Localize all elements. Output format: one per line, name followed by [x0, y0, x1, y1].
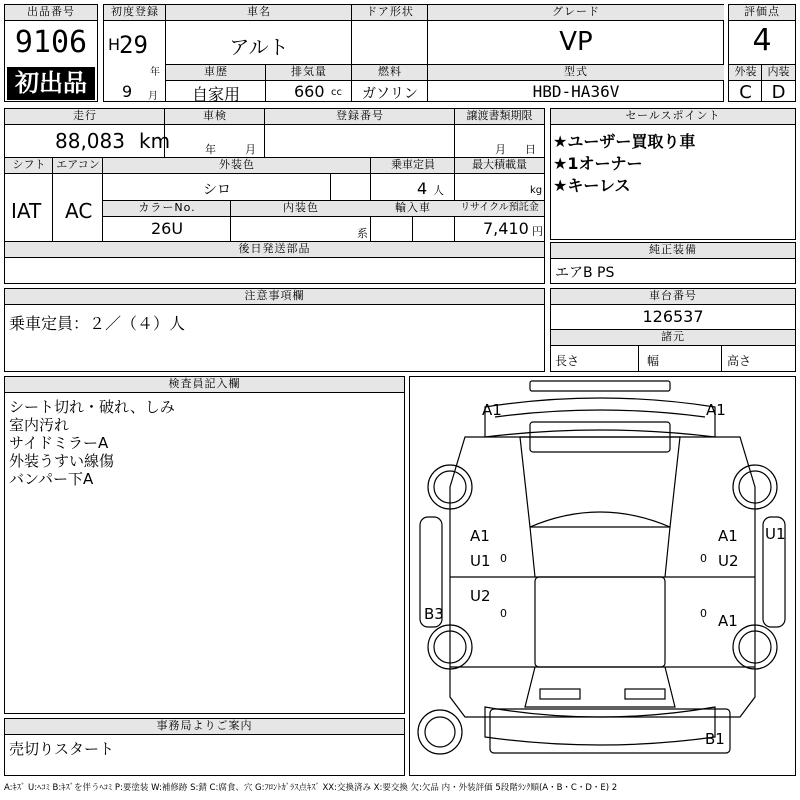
inspector-label: 検査員記入欄	[5, 377, 404, 393]
office-text: 売切りスタート	[9, 740, 115, 758]
mileage-unit: km	[139, 129, 171, 153]
mark-front-left: A1	[482, 401, 502, 419]
capacity-unit: 人	[433, 184, 444, 197]
length-label: 長さ	[555, 354, 580, 368]
first-reg-month: 9	[122, 82, 133, 101]
later-parts-label: 後日発送部品	[5, 242, 544, 258]
first-listing-badge: 初出品	[7, 67, 95, 100]
notes-text: 乗車定員：２／（４）人	[9, 314, 186, 333]
color-no-label: カラーNo.	[103, 201, 231, 217]
transfer-month-unit: 月	[495, 143, 506, 156]
int-color-label: 内装色	[231, 201, 371, 217]
grade-label: グレード	[428, 5, 724, 21]
mark-zero-1: 0	[500, 552, 507, 565]
office-box	[4, 718, 405, 776]
shift-value: IAT	[11, 199, 42, 223]
first-reg-era: H	[108, 35, 121, 54]
import-label: 輸入車	[371, 201, 455, 217]
mark-front-right: A1	[706, 401, 726, 419]
ac-label: エアコン	[53, 158, 103, 174]
first-reg-year: 29	[119, 31, 148, 59]
inspector-line-4: 外装うすい線傷	[9, 452, 115, 470]
width-label: 幅	[647, 354, 660, 368]
ext-color-label: 外装色	[103, 158, 371, 174]
inspection-label: 車検	[165, 109, 265, 125]
mark-mirror-right: U1	[765, 525, 786, 543]
displacement-value: 660	[294, 82, 325, 101]
sales-points-label: セールスポイント	[551, 109, 795, 125]
score-label: 評価点	[729, 5, 795, 21]
notes-box	[4, 288, 545, 372]
inspector-line-5: バンパー下A	[9, 470, 94, 488]
mark-quarter-left: B3	[424, 605, 444, 623]
fuel-label: 燃料	[352, 65, 428, 81]
car-name-label: 車名	[166, 5, 352, 21]
history-label: 車歴	[166, 65, 266, 81]
ac-value: AC	[65, 199, 93, 223]
car-name: アルト	[229, 35, 289, 59]
exterior-grade: C	[739, 82, 752, 103]
mark-quarter-right: A1	[718, 612, 738, 630]
fuel-value: ガソリン	[362, 86, 418, 102]
displacement-unit: cc	[331, 87, 342, 98]
mark-door-fr-2: U2	[718, 552, 739, 570]
reg-no-label: 登録番号	[265, 109, 455, 125]
office-label: 事務局よりご案内	[5, 719, 404, 735]
sales-points-box	[550, 108, 796, 240]
transfer-label: 譲渡書類期限	[455, 109, 544, 125]
dims-label: 諸元	[551, 330, 795, 346]
capacity-label: 乗車定員	[371, 158, 455, 174]
mark-door-fr-1: A1	[718, 527, 738, 545]
inspector-line-3: サイドミラーA	[9, 434, 109, 452]
int-color-unit: 系	[357, 227, 368, 240]
shift-label: シフト	[5, 158, 53, 174]
color-no-value: 26U	[150, 219, 184, 238]
legend-text: A:ｷｽﾞ U:ﾍｺﾐ B:ｷｽﾞを伴うﾍｺﾐ P:要塗装 W:補修跡 S:錆 C:腐食、穴 G:ﾌﾛﾝﾄｶﾞﾗｽ点ｷｽﾞ XX:交換済み X:要交換 欠:欠品 内・外装評価 5段階ﾗﾝｸ順(A・B・C・D・E) 2	[4, 783, 618, 793]
mileage-value: 88,083	[55, 129, 125, 153]
header-main-box	[103, 4, 724, 102]
year-unit: 年	[150, 67, 160, 78]
recycle-unit: 円	[532, 225, 543, 238]
ext-color-value: シロ	[203, 182, 231, 198]
specs-box	[4, 108, 545, 284]
mark-zero-4: 0	[700, 607, 707, 620]
interior-grade: D	[771, 82, 786, 103]
sales-point-3: ★キーレス	[553, 176, 631, 195]
displacement-label: 排気量	[266, 65, 352, 81]
transfer-day-unit: 日	[525, 143, 536, 156]
notes-label: 注意事項欄	[5, 289, 544, 305]
car-diagram-box	[409, 376, 796, 776]
inspector-box	[4, 376, 405, 714]
height-label: 高さ	[727, 354, 752, 368]
mark-zero-2: 0	[700, 552, 707, 565]
inspection-year-unit: 年	[205, 143, 216, 156]
max-load-label: 最大積載量	[455, 158, 544, 174]
score-value: 4	[752, 23, 772, 58]
lot-number: 9106	[14, 25, 88, 60]
lot-box	[4, 4, 98, 102]
month-unit: 月	[148, 91, 158, 102]
sales-point-1: ★ユーザー買取り車	[553, 132, 696, 151]
mark-zero-3: 0	[500, 607, 507, 620]
chassis-value: 126537	[642, 307, 704, 326]
grade-value: VP	[559, 27, 593, 57]
car-outline	[410, 377, 795, 775]
genuine-equipment-box	[550, 242, 796, 284]
mileage-label: 走行	[5, 109, 165, 125]
recycle-value: 7,410	[483, 219, 529, 238]
genuine-equipment-value: エアB PS	[555, 265, 615, 281]
inspector-line-2: 室内汚れ	[9, 416, 70, 434]
max-load-unit: kg	[530, 185, 543, 196]
first-reg-label: 初度登録	[104, 5, 166, 21]
mark-rear: B1	[705, 730, 725, 748]
lot-label: 出品番号	[5, 5, 97, 21]
mark-door-rl: U2	[470, 587, 491, 605]
inspection-month-unit: 月	[245, 143, 256, 156]
sales-point-2: ★1オーナー	[553, 154, 643, 173]
model-label: 型式	[428, 65, 724, 81]
chassis-label: 車台番号	[551, 289, 795, 305]
mark-door-fl-1: A1	[470, 527, 490, 545]
recycle-label: リサイクル預託金	[455, 201, 544, 217]
door-label: ドア形状	[352, 5, 428, 21]
mark-door-fl-2: U1	[470, 552, 491, 570]
capacity-value: 4	[417, 179, 428, 198]
exterior-label: 外装	[729, 65, 762, 81]
chassis-box	[550, 288, 796, 372]
genuine-equipment-label: 純正装備	[551, 243, 795, 259]
score-box	[728, 4, 796, 102]
interior-label: 内装	[762, 65, 795, 81]
model-value: HBD-HA36V	[532, 82, 620, 101]
history-value: 自家用	[191, 85, 240, 104]
inspector-line-1: シート切れ・破れ、しみ	[9, 398, 175, 416]
